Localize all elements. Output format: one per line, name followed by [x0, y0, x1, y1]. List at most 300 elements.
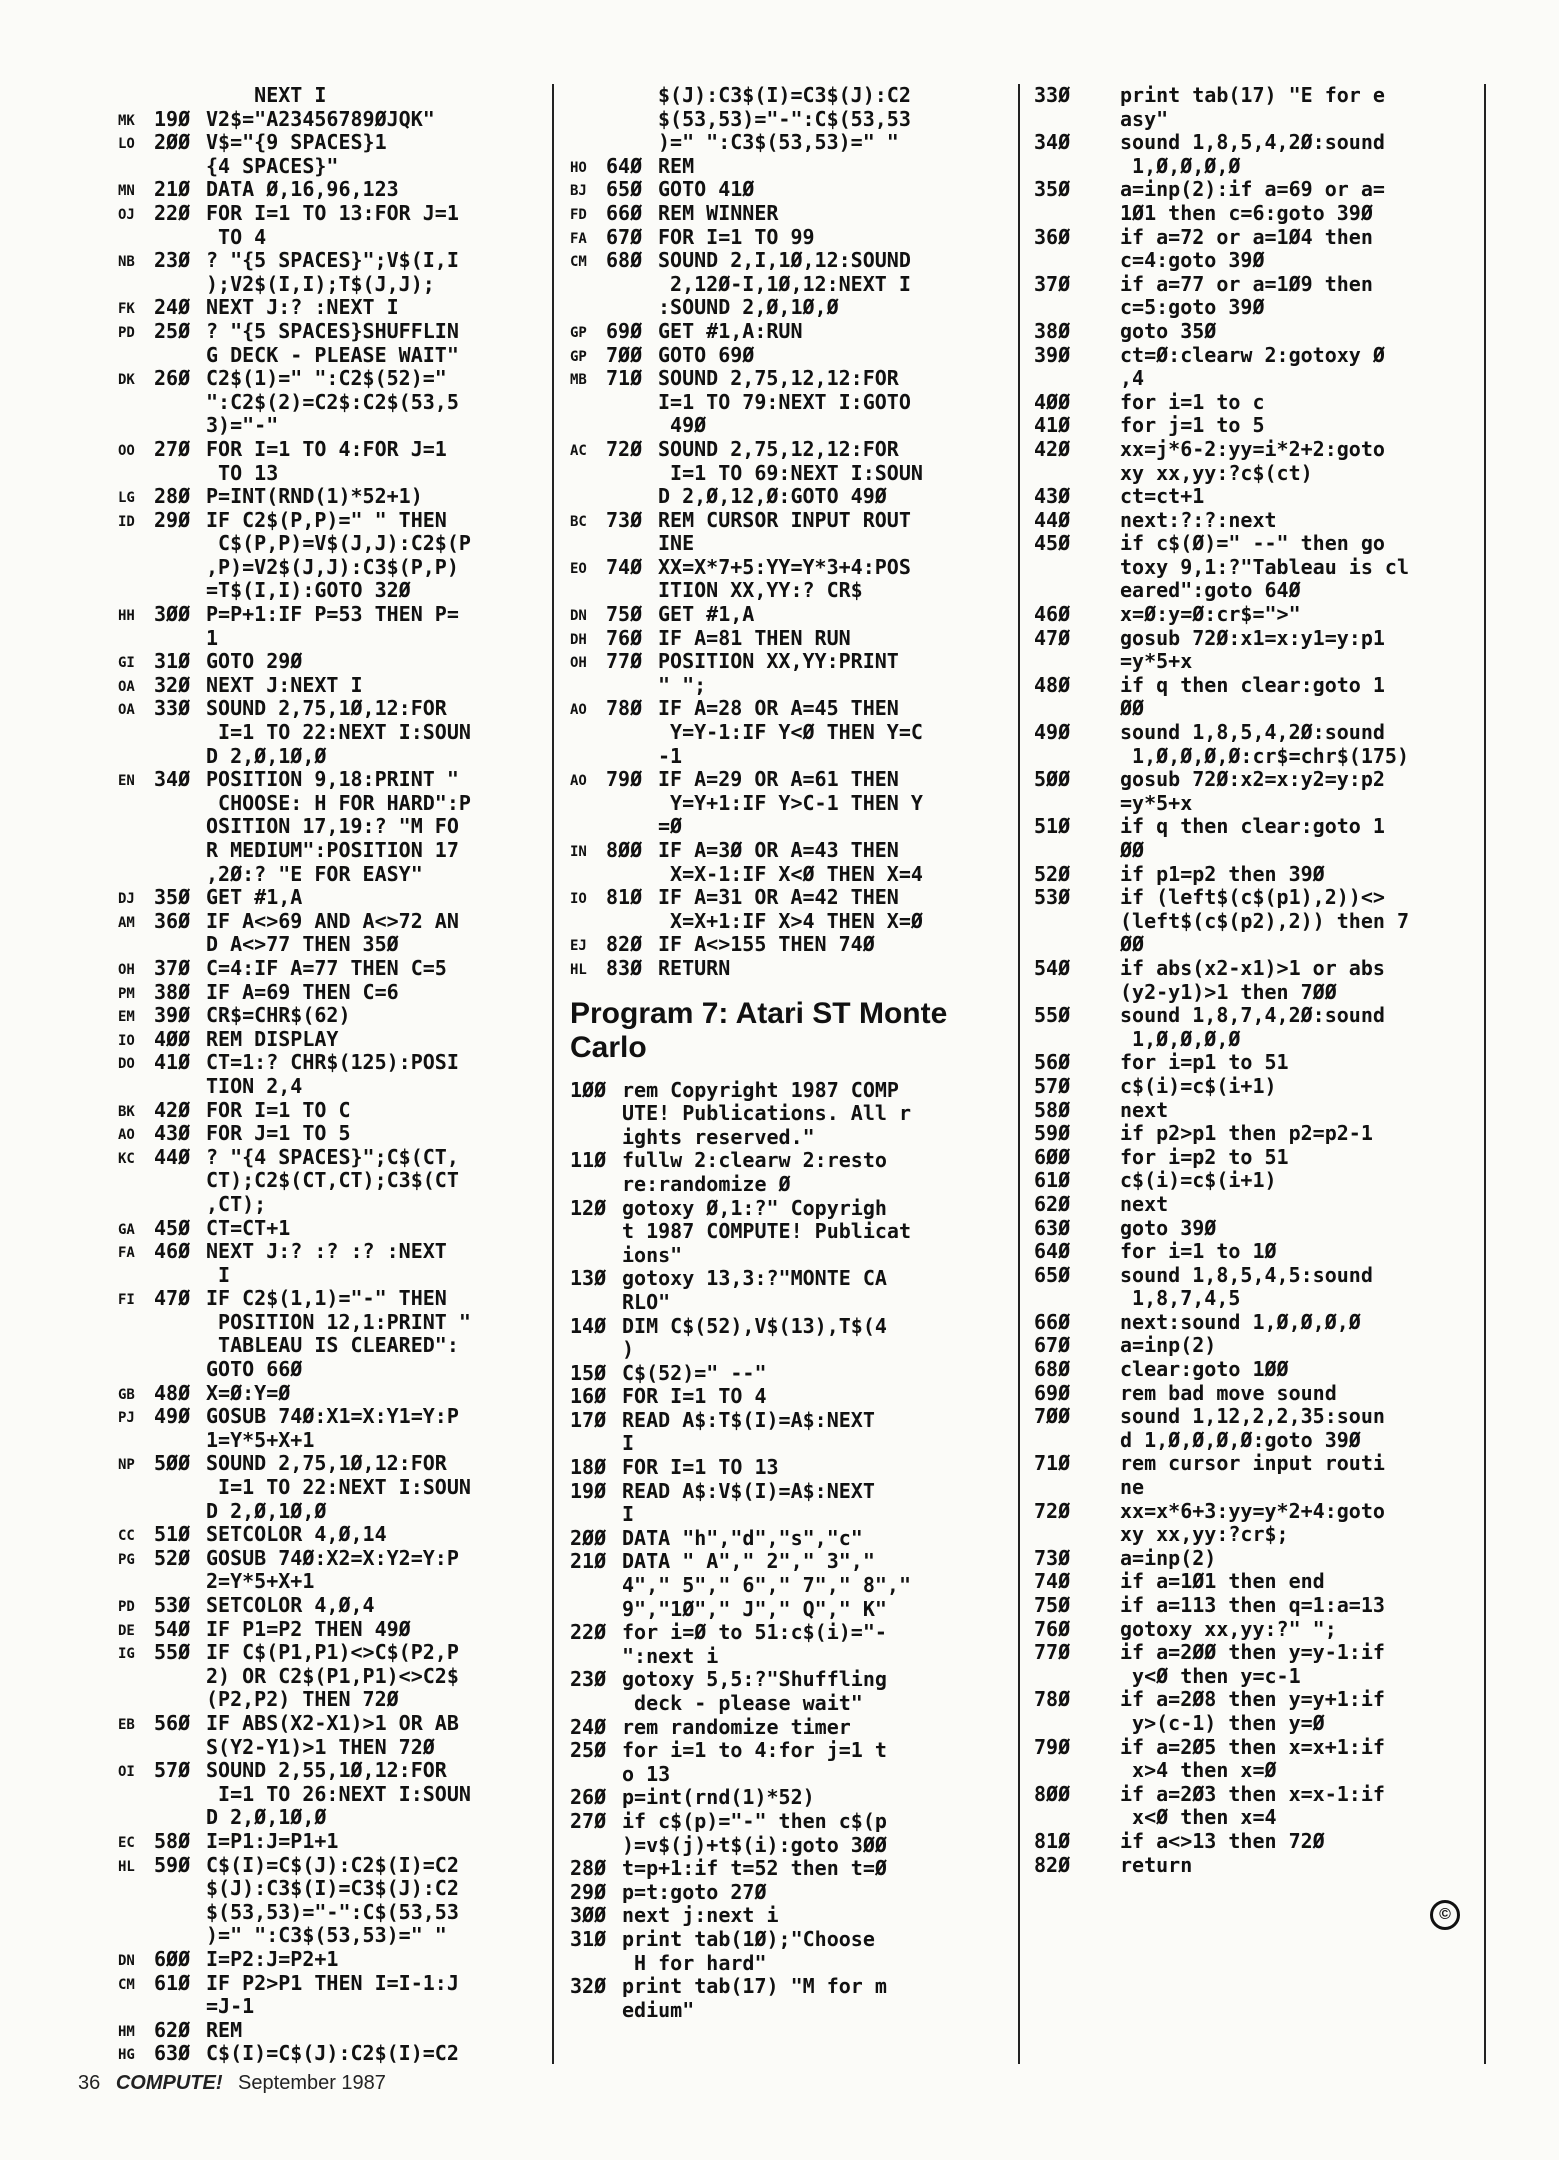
- code-text: V$="{9 SPACES}1: [206, 130, 387, 155]
- code-text: GOTO 29Ø: [206, 649, 303, 674]
- line-number: 74Ø: [606, 554, 643, 579]
- line-number: 74Ø: [1034, 1569, 1071, 1594]
- code-text: if q then clear:goto 1: [1120, 814, 1385, 839]
- code-text: FOR I=1 TO 13:FOR J=1: [206, 200, 459, 225]
- code-text: -1: [658, 743, 683, 768]
- code-line: [570, 957, 1010, 981]
- code-text: edium": [622, 1997, 695, 2022]
- line-number: 14Ø: [570, 1313, 607, 1338]
- checksum-code: FK: [118, 301, 135, 318]
- code-text: d 1,Ø,Ø,Ø,Ø:goto 39Ø: [1120, 1427, 1361, 1452]
- code-text: FOR I=1 TO 4:FOR J=1: [206, 436, 447, 461]
- code-line: [570, 697, 1010, 721]
- checksum-code: FD: [570, 206, 587, 223]
- line-number: 56Ø: [154, 1710, 191, 1735]
- code-line: [570, 1149, 1010, 1173]
- code-line: [1034, 721, 1474, 745]
- code-line: [118, 815, 548, 839]
- checksum-code: CC: [118, 1528, 135, 1545]
- line-number: 4ØØ: [154, 1026, 191, 1051]
- code-line: [570, 1857, 1010, 1881]
- checksum-code: AC: [570, 442, 587, 459]
- code-text: if a=1Ø1 then end: [1120, 1569, 1325, 1594]
- code-text: I=P2:J=P2+1: [206, 1946, 339, 1971]
- code-text: I: [622, 1502, 635, 1527]
- line-number: 66Ø: [1034, 1309, 1071, 1334]
- code-text: sound 1,8,5,4,2Ø:sound: [1120, 720, 1385, 745]
- checksum-code: BK: [118, 1103, 135, 1120]
- line-number: 16Ø: [570, 1384, 607, 1409]
- code-text: for j=1 to 5: [1120, 413, 1265, 438]
- line-number: 37Ø: [1034, 271, 1071, 296]
- code-text: x<Ø then x=4: [1120, 1805, 1277, 1830]
- line-number: 7ØØ: [1034, 1404, 1071, 1429]
- code-text: if p1=p2 then 39Ø: [1120, 861, 1325, 886]
- code-text: GOSUB 74Ø:X2=X:Y2=Y:P: [206, 1545, 459, 1570]
- checksum-code: FI: [118, 1292, 135, 1309]
- line-number: 39Ø: [154, 1003, 191, 1028]
- line-number: 61Ø: [1034, 1168, 1071, 1193]
- code-line: [118, 1334, 548, 1358]
- code-line: [570, 910, 1010, 934]
- code-text: REM: [206, 2017, 243, 2042]
- code-line: [1034, 1429, 1474, 1453]
- checksum-code: OO: [118, 442, 135, 459]
- line-number: 6ØØ: [154, 1946, 191, 1971]
- checksum-code: [570, 579, 606, 584]
- checksum-code: [570, 462, 606, 467]
- code-text: SOUND 2,75,12,12:FOR: [658, 366, 899, 391]
- line-number: 29Ø: [154, 507, 191, 532]
- code-text: NEXT J:NEXT I: [206, 672, 363, 697]
- line-number: 34Ø: [154, 767, 191, 792]
- code-text: POSITION 9,18:PRINT ": [206, 767, 459, 792]
- checksum-code: [118, 1665, 154, 1670]
- checksum-code: [118, 1311, 154, 1316]
- line-number: 44Ø: [154, 1144, 191, 1169]
- code-line: [1034, 1476, 1474, 1500]
- line-number: 8ØØ: [606, 838, 643, 862]
- line-number: 42Ø: [1034, 436, 1071, 461]
- checksum-code: [118, 1995, 154, 2000]
- code-line: [118, 792, 548, 816]
- line-number: 54Ø: [1034, 955, 1071, 980]
- code-text: if c$(Ø)=" --" then go: [1120, 531, 1385, 556]
- code-text: if a<>13 then 72Ø: [1120, 1828, 1325, 1853]
- code-text: )=v$(j)+t$(i):goto 3ØØ: [622, 1832, 887, 1857]
- code-text: RETURN: [658, 955, 731, 980]
- line-number: 58Ø: [154, 1828, 191, 1853]
- line-number: 68Ø: [1034, 1357, 1071, 1382]
- code-line: [1034, 579, 1474, 603]
- code-text: for i=p1 to 51: [1120, 1050, 1289, 1075]
- code-text: sound 1,8,5,4,5:sound: [1120, 1262, 1373, 1287]
- code-text: c=4:goto 39Ø: [1120, 248, 1265, 273]
- checksum-code: [118, 1169, 154, 1174]
- code-text: SOUND 2,75,12,12:FOR: [658, 436, 899, 461]
- line-number: 27Ø: [154, 436, 191, 461]
- checksum-code: [570, 296, 606, 301]
- code-line: [118, 1264, 548, 1288]
- code-text: 3)="-": [206, 413, 279, 438]
- code-line: [1034, 957, 1474, 981]
- code-line: [570, 1881, 1010, 1905]
- line-number: 22Ø: [154, 200, 191, 225]
- code-text: ? "{4 SPACES}";C$(CT,: [206, 1144, 459, 1169]
- checksum-code: HH: [118, 608, 135, 625]
- code-line: [1034, 1641, 1474, 1665]
- issue-date: September 1987: [238, 2072, 386, 2094]
- code-text: H for hard": [622, 1950, 767, 1975]
- code-line: [570, 532, 1010, 556]
- code-text: OSITION 17,19:? "M FO: [206, 814, 459, 839]
- code-line: [118, 1429, 548, 1453]
- code-line: [118, 1500, 548, 1524]
- code-line: [1034, 1665, 1474, 1689]
- code-text: 1,Ø,Ø,Ø,Ø: [1120, 153, 1241, 178]
- code-line: [118, 1688, 548, 1712]
- code-line: [570, 721, 1010, 745]
- checksum-code: [118, 1688, 154, 1693]
- checksum-code: [570, 863, 606, 868]
- code-text: D 2,Ø,12,Ø:GOTO 49Ø: [658, 484, 887, 509]
- code-line: [118, 1405, 548, 1429]
- checksum-code: HL: [570, 961, 587, 978]
- code-line: [118, 1004, 548, 1028]
- code-line: [570, 1763, 1010, 1787]
- checksum-code: [570, 532, 606, 537]
- checksum-code: EB: [118, 1716, 135, 1733]
- column-divider: [1018, 84, 1020, 2064]
- code-line: [118, 1594, 548, 1618]
- checksum-code: [118, 627, 154, 632]
- line-number: 37Ø: [154, 955, 191, 980]
- code-line: [1034, 367, 1474, 391]
- code-line: [570, 1550, 1010, 1574]
- code-text: =Ø: [658, 814, 683, 839]
- code-text: next: [1120, 1097, 1169, 1122]
- code-text: GOTO 69Ø: [658, 342, 755, 367]
- code-line: [118, 1901, 548, 1925]
- line-number: 52Ø: [1034, 861, 1071, 886]
- line-number: 2ØØ: [570, 1525, 607, 1550]
- line-number: 29Ø: [570, 1879, 607, 1904]
- checksum-code: MN: [118, 183, 135, 200]
- code-text: if a=72 or a=1Ø4 then: [1120, 224, 1373, 249]
- code-line: [570, 579, 1010, 603]
- code-text: FOR I=1 TO 99: [658, 224, 815, 249]
- code-text: ,4: [1120, 366, 1145, 391]
- code-text: for i=1 to 1Ø: [1120, 1239, 1277, 1264]
- code-line: [1034, 603, 1474, 627]
- line-number: 42Ø: [154, 1097, 191, 1122]
- code-line: [1034, 1854, 1474, 1878]
- code-line: [1034, 1146, 1474, 1170]
- code-text: IF A=28 OR A=45 THEN: [658, 696, 899, 721]
- code-line: [570, 249, 1010, 273]
- line-number: 36Ø: [1034, 224, 1071, 249]
- code-line: [118, 226, 548, 250]
- code-text: CR$=CHR$(62): [206, 1003, 351, 1028]
- code-text: C$(P,P)=V$(J,J):C2$(P: [206, 531, 471, 556]
- code-text: if a=2Ø8 then y=y+1:if: [1120, 1687, 1385, 1712]
- line-number: 49Ø: [1034, 720, 1071, 745]
- code-text: sound 1,8,7,4,2Ø:sound: [1120, 1003, 1385, 1028]
- code-text: IF A=31 OR A=42 THEN: [658, 885, 899, 910]
- code-text: c$(i)=c$(i+1): [1120, 1168, 1277, 1193]
- code-line: [570, 131, 1010, 155]
- code-line: [1034, 178, 1474, 202]
- code-text: Y=Y+1:IF Y>C-1 THEN Y: [658, 790, 923, 815]
- line-number: 51Ø: [154, 1522, 191, 1547]
- line-number: 69Ø: [1034, 1380, 1071, 1405]
- code-text: SOUND 2,75,1Ø,12:FOR: [206, 696, 447, 721]
- code-text: CT=1:? CHR$(125):POSI: [206, 1050, 459, 1075]
- code-text: gotoxy 13,3:?"MONTE CA: [622, 1266, 887, 1291]
- line-number: 83Ø: [606, 955, 643, 980]
- line-number: 4ØØ: [1034, 389, 1071, 414]
- code-line: [570, 1503, 1010, 1527]
- code-text: rem cursor input routi: [1120, 1451, 1385, 1476]
- checksum-code: PM: [118, 985, 135, 1002]
- code-line: [118, 1287, 548, 1311]
- code-line: [570, 1527, 1010, 1551]
- code-line: [118, 1358, 548, 1382]
- code-line: [1034, 1028, 1474, 1052]
- code-line: [1034, 1452, 1474, 1476]
- checksum-code: AO: [118, 1127, 135, 1144]
- code-text: =J-1: [206, 1994, 255, 2019]
- code-text: READ A$:V$(I)=A$:NEXT: [622, 1478, 875, 1503]
- code-text: ØØ: [1120, 838, 1145, 862]
- line-number: 47Ø: [1034, 625, 1071, 650]
- code-line: [570, 414, 1010, 438]
- code-text: GET #1,A:RUN: [658, 318, 803, 343]
- line-number: 58Ø: [1034, 1097, 1071, 1122]
- checksum-code: [118, 556, 154, 561]
- code-text: ,CT);: [206, 1191, 267, 1216]
- code-text: GOTO 41Ø: [658, 177, 755, 202]
- code-text: for i=Ø to 51:c$(i)="-: [622, 1620, 887, 1645]
- code-text: o 13: [622, 1761, 671, 1786]
- code-text: a=inp(2):if a=69 or a=: [1120, 177, 1385, 202]
- checksum-code: [118, 1901, 154, 1906]
- checksum-code: EN: [118, 773, 135, 790]
- line-number: 24Ø: [154, 295, 191, 320]
- code-line: [1034, 296, 1474, 320]
- code-line: [118, 1051, 548, 1075]
- code-text: GOSUB 74Ø:X1=X:Y1=Y:P: [206, 1404, 459, 1429]
- code-line: [570, 438, 1010, 462]
- line-number: 34Ø: [1034, 130, 1071, 155]
- line-number: 28Ø: [570, 1856, 607, 1881]
- code-line: [1034, 1712, 1474, 1736]
- checksum-code: HO: [570, 159, 587, 176]
- code-text: XX=X*7+5:YY=Y*3+4:POS: [658, 554, 911, 579]
- code-text: (left$(c$(p2),2)) then 7: [1120, 908, 1409, 933]
- checksum-code: [570, 792, 606, 797]
- checksum-code: ID: [118, 513, 135, 530]
- code-text: sound 1,12,2,2,35:soun: [1120, 1404, 1385, 1429]
- code-text: TO 4: [206, 224, 267, 249]
- code-text: toxy 9,1:?"Tableau is cl: [1120, 554, 1409, 579]
- line-number: 45Ø: [1034, 531, 1071, 556]
- code-line: [118, 1854, 548, 1878]
- code-text: xy xx,yy:?cr$;: [1120, 1522, 1289, 1547]
- code-line: [570, 1291, 1010, 1315]
- code-text: if q then clear:goto 1: [1120, 672, 1385, 697]
- line-number: 21Ø: [570, 1549, 607, 1574]
- code-text: G DECK - PLEASE WAIT": [206, 342, 459, 367]
- checksum-code: IO: [570, 891, 587, 908]
- code-line: [1034, 1594, 1474, 1618]
- code-text: if a=2ØØ then y=y-1:if: [1120, 1640, 1385, 1665]
- code-line: [118, 1712, 548, 1736]
- code-line: [570, 1574, 1010, 1598]
- code-line: [1034, 462, 1474, 486]
- code-line: [118, 532, 548, 556]
- code-text: POSITION XX,YY:PRINT: [658, 649, 899, 674]
- code-text: =y*5+x: [1120, 790, 1193, 815]
- checksum-code: [570, 414, 606, 419]
- code-text: SOUND 2,I,1Ø,12:SOUND: [658, 248, 911, 273]
- code-text: if a=113 then q=1:a=13: [1120, 1593, 1385, 1617]
- checksum-code: OI: [118, 1764, 135, 1781]
- line-number: 7ØØ: [606, 342, 643, 367]
- program-heading: Program 7: Atari ST Monte Carlo: [570, 996, 948, 1064]
- line-number: 79Ø: [606, 767, 643, 792]
- code-line: [118, 320, 548, 344]
- checksum-code: [570, 674, 606, 679]
- checksum-code: [570, 485, 606, 490]
- checksum-code: [118, 273, 154, 278]
- code-line: [118, 1972, 548, 1996]
- line-number: 75Ø: [1034, 1593, 1071, 1617]
- line-number: 5ØØ: [154, 1451, 191, 1476]
- line-number: 26Ø: [570, 1785, 607, 1810]
- code-line: [570, 1645, 1010, 1669]
- code-text: xx=j*6-2:yy=i*2+2:goto: [1120, 436, 1385, 461]
- line-number: 62Ø: [1034, 1191, 1071, 1216]
- code-line: [570, 1102, 1010, 1126]
- code-text: rem bad move sound: [1120, 1380, 1337, 1405]
- checksum-code: [118, 226, 154, 231]
- code-line: [118, 957, 548, 981]
- code-text: ions": [622, 1242, 683, 1267]
- code-text: SOUND 2,55,1Ø,12:FOR: [206, 1758, 447, 1783]
- code-line: [118, 1523, 548, 1547]
- code-text: 1Ø1 then c=6:goto 39Ø: [1120, 200, 1373, 225]
- code-line: [570, 391, 1010, 415]
- code-line: [118, 910, 548, 934]
- code-text: REM CURSOR INPUT ROUT: [658, 507, 911, 532]
- code-line: [570, 1952, 1010, 1976]
- code-line: [1034, 532, 1474, 556]
- checksum-code: DO: [118, 1056, 135, 1073]
- code-line: [570, 1999, 1010, 2023]
- code-line: [118, 697, 548, 721]
- code-text: ights reserved.": [622, 1124, 815, 1149]
- code-text: READ A$:T$(I)=A$:NEXT: [622, 1407, 875, 1432]
- code-text: X=X+1:IF X>4 THEN X=Ø: [658, 908, 923, 933]
- code-text: REM DISPLAY: [206, 1026, 339, 1051]
- line-number: 54Ø: [154, 1616, 191, 1641]
- checksum-code: EC: [118, 1834, 135, 1851]
- line-number: 39Ø: [1034, 342, 1071, 367]
- checksum-code: MK: [118, 112, 135, 129]
- line-number: 62Ø: [154, 2017, 191, 2042]
- code-text: 2) OR C2$(P1,P1)<>C2$: [206, 1663, 459, 1688]
- checksum-code: EM: [118, 1009, 135, 1026]
- line-number: 76Ø: [606, 625, 643, 650]
- code-line: [570, 603, 1010, 627]
- code-text: goto 39Ø: [1120, 1215, 1217, 1240]
- code-line: [1034, 509, 1474, 533]
- checksum-code: FA: [118, 1245, 135, 1262]
- code-text: S(Y2-Y1)>1 THEN 72Ø: [206, 1734, 435, 1759]
- code-line: [570, 1834, 1010, 1858]
- line-number: 55Ø: [154, 1640, 191, 1665]
- code-text: C$(I)=C$(J):C2$(I)=C2: [206, 1852, 459, 1877]
- code-text: next j:next i: [622, 1903, 779, 1928]
- code-text: I=P1:J=P1+1: [206, 1828, 339, 1853]
- code-line: [570, 1409, 1010, 1433]
- code-line: [570, 1904, 1010, 1928]
- line-number: 64Ø: [1034, 1239, 1071, 1264]
- code-line: [1034, 108, 1474, 132]
- checksum-code: LO: [118, 136, 135, 153]
- code-text: FOR I=1 TO 13: [622, 1455, 779, 1480]
- column-divider: [552, 84, 554, 2064]
- code-line: [570, 1220, 1010, 1244]
- code-text: IF A=81 THEN RUN: [658, 625, 851, 650]
- code-line: [1034, 1311, 1474, 1335]
- code-text: (P2,P2) THEN 72Ø: [206, 1687, 399, 1712]
- magazine-name: COMPUTE!: [115, 2072, 223, 2094]
- line-number: 71Ø: [606, 366, 643, 391]
- code-text: FOR J=1 TO 5: [206, 1121, 351, 1146]
- code-text: CHOOSE: H FOR HARD":P: [206, 790, 471, 815]
- code-text: ØØ: [1120, 696, 1145, 721]
- code-line: [1034, 1618, 1474, 1642]
- code-line: [570, 1480, 1010, 1504]
- code-text: ITION XX,YY:? CR$: [658, 578, 863, 603]
- code-line: [118, 202, 548, 226]
- code-line: [570, 226, 1010, 250]
- code-line: [570, 1079, 1010, 1103]
- checksum-code: DN: [570, 608, 587, 625]
- code-text: REM: [658, 153, 695, 178]
- checksum-code: DN: [118, 1952, 135, 1969]
- code-text: I=1 TO 26:NEXT I:SOUN: [206, 1781, 471, 1806]
- line-number: 72Ø: [1034, 1498, 1071, 1523]
- line-number: 31Ø: [570, 1926, 607, 1951]
- checksum-code: [118, 1500, 154, 1505]
- line-number: 73Ø: [1034, 1545, 1071, 1570]
- line-number: 48Ø: [1034, 672, 1071, 697]
- code-text: xy xx,yy:?c$(ct): [1120, 460, 1313, 485]
- line-number: 23Ø: [154, 248, 191, 273]
- code-line: [1034, 273, 1474, 297]
- checksum-code: OH: [570, 655, 587, 672]
- checksum-code: [118, 1736, 154, 1741]
- code-text: $(J):C3$(I)=C3$(J):C2: [206, 1876, 459, 1901]
- line-number: 65Ø: [606, 177, 643, 202]
- code-line: [118, 650, 548, 674]
- code-line: [118, 1547, 548, 1571]
- code-text: 1,Ø,Ø,Ø,Ø: [1120, 1026, 1241, 1051]
- line-number: 22Ø: [570, 1620, 607, 1645]
